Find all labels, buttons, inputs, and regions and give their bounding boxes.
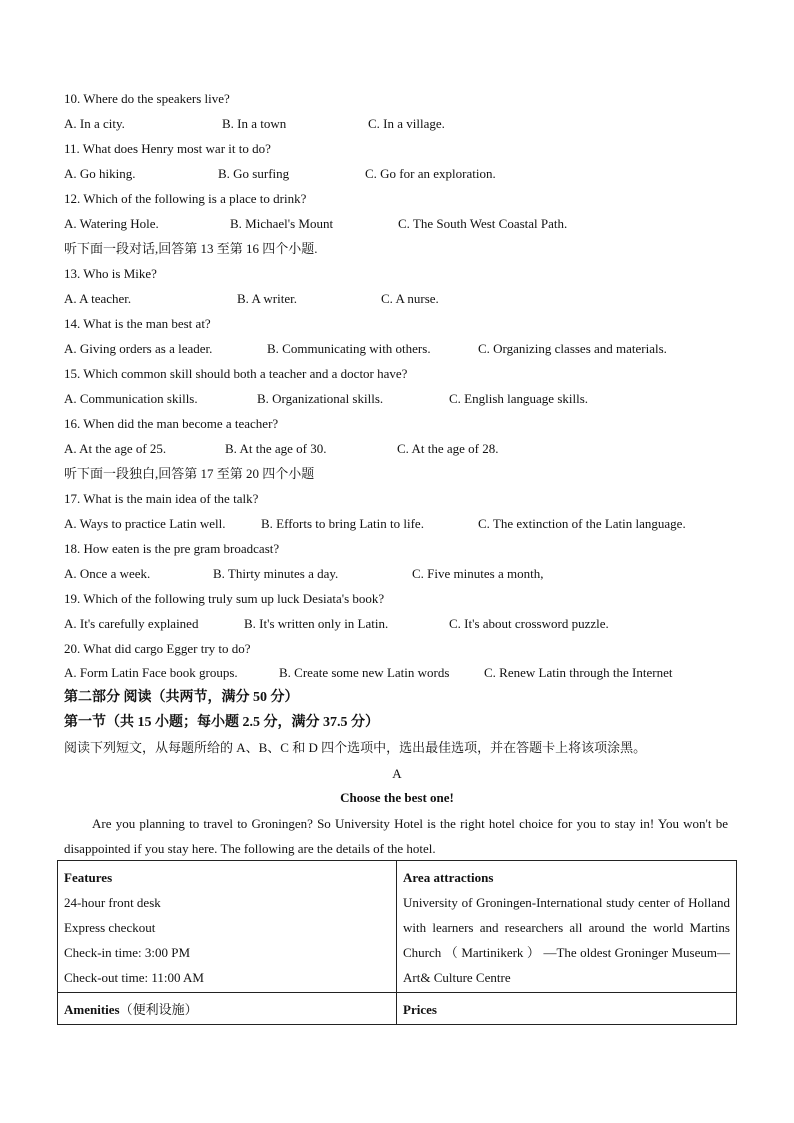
section2-subtitle: 第一节（共 15 小题；每小题 2.5 分，满分 37.5 分） — [64, 715, 379, 730]
q11-option-a: A. Go hiking. — [64, 166, 136, 181]
question-15: 15. Which common skill should both a teacher and a doctor have? — [64, 366, 408, 381]
question-17: 17. What is the main idea of the talk? — [64, 491, 259, 506]
q12-option-c: C. The South West Coastal Path. — [398, 216, 568, 231]
prices-header: Prices — [403, 1002, 437, 1017]
area-header: Area attractions — [403, 870, 494, 885]
question-11: 11. What does Henry most war it to do? — [64, 141, 271, 156]
table-row — [58, 861, 737, 993]
feature-item: Express checkout — [64, 920, 156, 935]
listening-instruction-2: 听下面一段独白,回答第 17 至第 20 四个小题 — [64, 466, 315, 481]
q10-option-c: C. In a village. — [368, 116, 445, 131]
q15-option-b: B. Organizational skills. — [257, 391, 384, 406]
question-10: 10. Where do the speakers live? — [64, 91, 230, 106]
q19-option-c: C. It's about crossword puzzle. — [449, 616, 609, 631]
q20-option-b: B. Create some new Latin words — [279, 665, 450, 680]
q10-option-b: B. In a town — [222, 116, 287, 131]
question-19: 19. Which of the following truly sum up luck Desiata's book? — [64, 591, 385, 606]
q10-option-a: A. In a city. — [64, 116, 125, 131]
passage-letter: A — [392, 766, 402, 781]
q16-option-a: A. At the age of 25. — [64, 441, 167, 456]
amenities-note: （便利设施） — [119, 1002, 198, 1017]
passage-intro: Are you planning to travel to Groningen? So University Hotel is the right hotel choice for you to stay in! You won't be disappointed if you stay here. The following are the details of the hotel. — [64, 816, 728, 856]
passage-title: Choose the best one! — [340, 790, 454, 805]
prices-cell — [397, 993, 737, 1025]
q17-option-b: B. Efforts to bring Latin to life. — [261, 516, 424, 531]
q11-option-b: B. Go surfing — [218, 166, 290, 181]
question-16: 16. When did the man become a teacher? — [64, 416, 279, 431]
question-18: 18. How eaten is the pre gram broadcast? — [64, 541, 280, 556]
question-13: 13. Who is Mike? — [64, 266, 157, 281]
q19-option-b: B. It's written only in Latin. — [244, 616, 389, 631]
amenities-header: Amenities — [64, 1002, 120, 1017]
feature-item: 24-hour front desk — [64, 895, 161, 910]
section2-instruction: 阅读下列短文，从每题所给的 A、B、C 和 D 四个选项中，选出最佳选项，并在答题卡上将该项涂黑。 — [64, 740, 647, 755]
q13-option-c: C. A nurse. — [381, 291, 439, 306]
q14-option-a: A. Giving orders as a leader. — [64, 341, 213, 356]
q13-option-b: B. A writer. — [237, 291, 297, 306]
q12-option-a: A. Watering Hole. — [64, 216, 159, 231]
section2-title: 第二部分 阅读（共两节，满分 50 分） — [64, 690, 299, 705]
q16-option-b: B. At the age of 30. — [225, 441, 327, 456]
q17-option-a: A. Ways to practice Latin well. — [64, 516, 226, 531]
q18-option-a: A. Once a week. — [64, 566, 151, 581]
q20-option-a: A. Form Latin Face book groups. — [64, 665, 238, 680]
q14-option-b: B. Communicating with others. — [267, 341, 431, 356]
listening-instruction-1: 听下面一段对话,回答第 13 至第 16 四个小题. — [64, 241, 318, 256]
q15-option-a: A. Communication skills. — [64, 391, 198, 406]
feature-item: Check-out time: 11:00 AM — [64, 970, 204, 985]
features-header: Features — [64, 870, 113, 885]
features-cell — [58, 861, 397, 993]
q13-option-a: A. A teacher. — [64, 291, 132, 306]
question-20: 20. What did cargo Egger try to do? — [64, 641, 251, 656]
q12-option-b: B. Michael's Mount — [230, 216, 334, 231]
hotel-details-table — [57, 860, 737, 1025]
q11-option-c: C. Go for an exploration. — [365, 166, 496, 181]
question-12: 12. Which of the following is a place to drink? — [64, 191, 307, 206]
amenities-cell — [58, 993, 397, 1025]
feature-item: Check-in time: 3:00 PM — [64, 945, 191, 960]
question-14: 14. What is the man best at? — [64, 316, 211, 331]
q18-option-b: B. Thirty minutes a day. — [213, 566, 339, 581]
q19-option-a: A. It's carefully explained — [64, 616, 199, 631]
q14-option-c: C. Organizing classes and materials. — [478, 341, 667, 356]
q15-option-c: C. English language skills. — [449, 391, 589, 406]
q18-option-c: C. Five minutes a month, — [412, 566, 544, 581]
area-text: University of Groningen-International study center of Holland with learners and researchers all around the world Martins Church （ Martinikerk ） —The oldest Groninger Museum—Art& Culture Centre — [403, 895, 730, 985]
q20-option-c: C. Renew Latin through the Internet — [484, 665, 673, 680]
q16-option-c: C. At the age of 28. — [397, 441, 499, 456]
q17-option-c: C. The extinction of the Latin language. — [478, 516, 686, 531]
table-row — [58, 993, 737, 1025]
area-attractions-cell — [397, 861, 737, 993]
